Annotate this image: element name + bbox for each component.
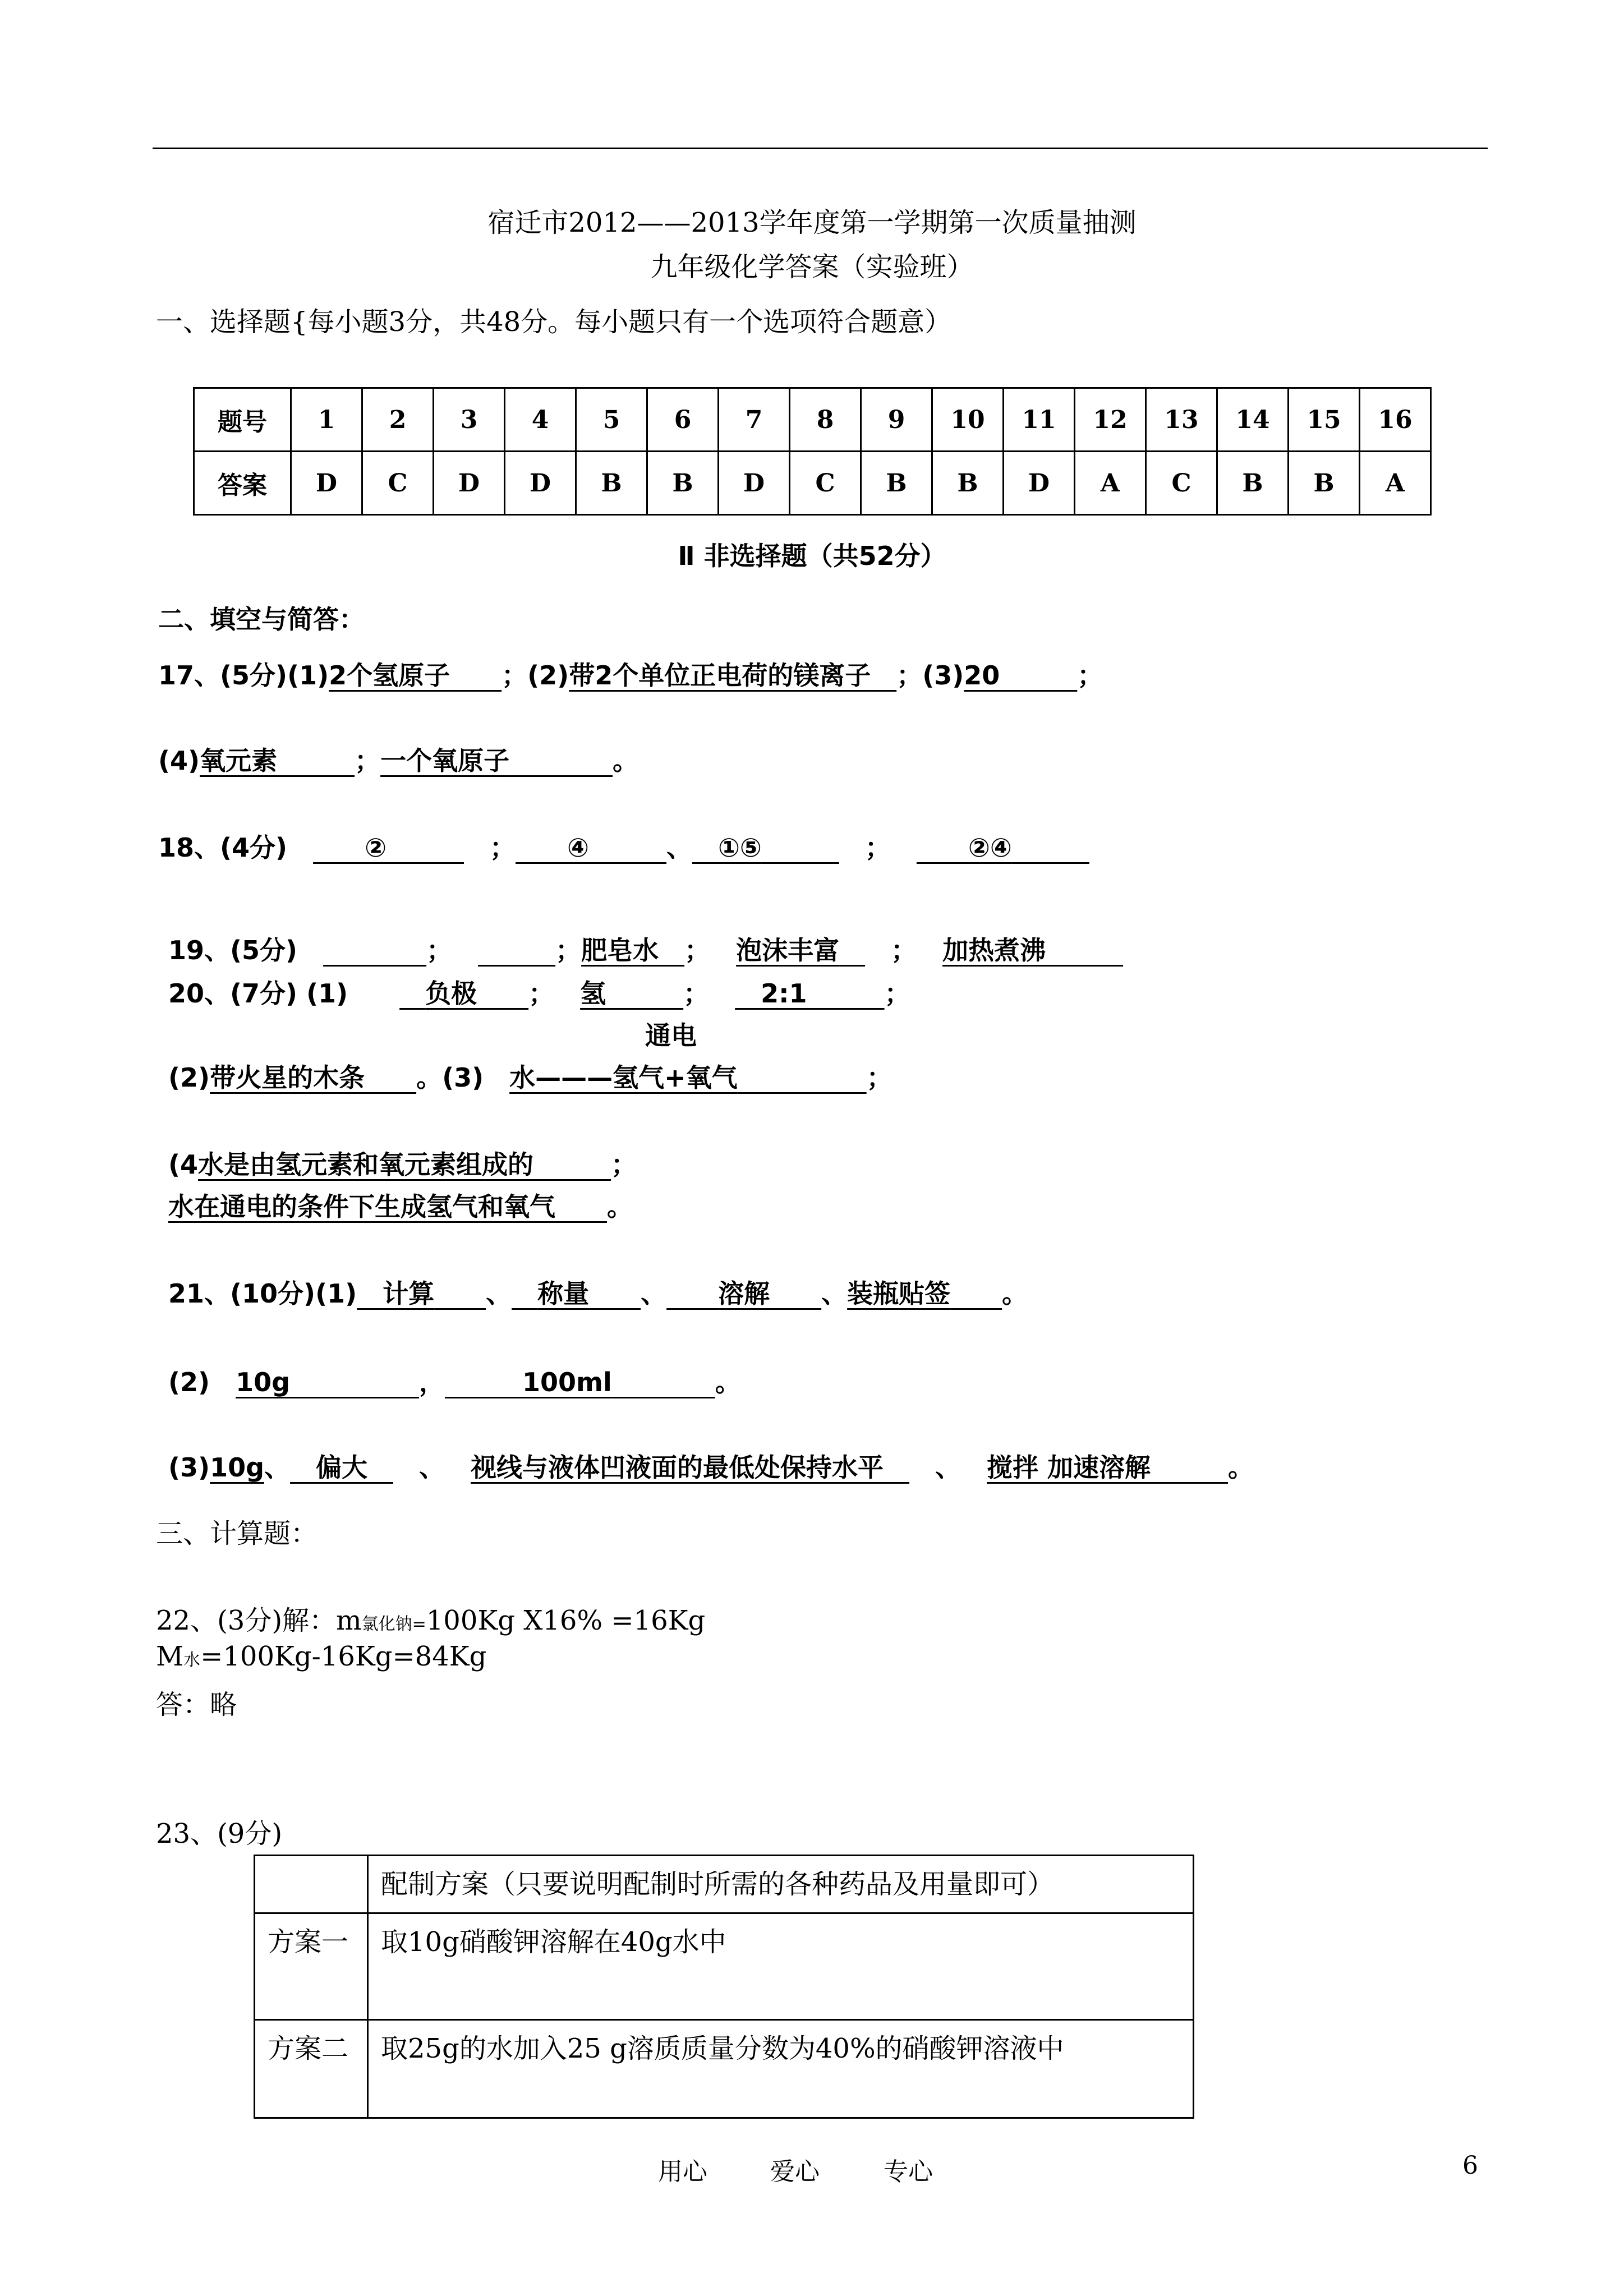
- answer-cell: D: [719, 452, 790, 515]
- answer-table-number-row: [194, 388, 1431, 452]
- q20-line4: [168, 1186, 633, 1223]
- q21-sep8: 、: [419, 1452, 445, 1483]
- q21-answer3: 溶解: [718, 1278, 770, 1309]
- q20-sep3: ；: [884, 978, 910, 1009]
- question-number: 15: [1289, 388, 1360, 452]
- question-number: 16: [1360, 388, 1431, 452]
- row-label-answer: 答案: [194, 452, 291, 515]
- q21-answer2: 称量: [537, 1278, 590, 1309]
- q20-sep6: ；: [611, 1149, 637, 1180]
- answer-cell: A: [1075, 452, 1146, 515]
- answer-cell: C: [790, 452, 861, 515]
- plan-row-label: 方案二: [255, 2020, 368, 2118]
- q21-answer9: 视线与液体凹液面的最低处保持水平: [471, 1452, 884, 1483]
- q20-answer1: 负极: [425, 978, 477, 1009]
- question-number: 11: [1004, 388, 1075, 452]
- q20-sep1: ；: [528, 978, 555, 1009]
- q17-line2: [158, 740, 638, 777]
- answer-cell: B: [1217, 452, 1289, 515]
- q21-answer1: 计算: [383, 1278, 435, 1309]
- q22-answer: 答：略: [156, 1689, 237, 1720]
- q20-part2: (2): [168, 1062, 210, 1093]
- q20-answer3: 2:1: [761, 978, 807, 1009]
- answer-cell: B: [647, 452, 719, 515]
- q18-sep3: ；: [864, 832, 891, 863]
- section3-heading: 三、计算题：: [156, 1518, 318, 1549]
- q17-answer3: 20: [964, 660, 1000, 691]
- answer-table: [193, 387, 1432, 516]
- q20-sep7: 。: [607, 1191, 633, 1222]
- q17-line1: [158, 655, 1103, 692]
- q23-heading: 23、(9分): [156, 1818, 283, 1849]
- q19-line: [168, 930, 1123, 967]
- q21-sep9: 、: [935, 1452, 961, 1483]
- q21-sep2: 、: [641, 1278, 667, 1309]
- q18-answer1: ②: [365, 832, 387, 863]
- q21-sep5: ，: [419, 1367, 445, 1397]
- q22-subscript: 氯化钠=: [361, 1614, 426, 1634]
- section1-heading: 一、选择题{每小题3分，共48分。每小题只有一个选项符合题意）: [156, 306, 952, 338]
- document-subtitle: 九年级化学答案（实验班）: [650, 251, 974, 283]
- answer-cell: C: [362, 452, 434, 515]
- question-number: 4: [505, 388, 576, 452]
- q21-sep10: 。: [1228, 1452, 1254, 1483]
- q17-part2: ；(2): [502, 660, 569, 691]
- q21-sep7: 、: [264, 1452, 291, 1483]
- q20-line2: [168, 1057, 892, 1094]
- question-number: 3: [434, 388, 505, 452]
- q21-part3: (3): [168, 1452, 210, 1483]
- q19-sep4: ；: [891, 935, 917, 965]
- q17-label: 17、(5分)(1): [158, 660, 329, 691]
- q22-line2-formula: =100Kg-16Kg=84Kg: [200, 1641, 487, 1672]
- footer-slogan-1: 用心: [658, 2157, 707, 2186]
- footer-slogan-2: 爱心: [770, 2157, 820, 2186]
- q21-answer10: 搅拌 加速溶解: [987, 1452, 1151, 1483]
- q17-separator: ；: [355, 746, 381, 776]
- q20-answer2: 氢: [580, 978, 606, 1009]
- q18-label: 18、(4分): [158, 832, 288, 863]
- q21-sep6: 。: [715, 1367, 741, 1397]
- q18-sep1: ；: [490, 832, 516, 863]
- q20-label: 20、(7分) (1): [168, 978, 348, 1009]
- question-number: 14: [1217, 388, 1289, 452]
- question-number: 1: [291, 388, 362, 452]
- plan-row: [255, 1913, 1194, 2020]
- plan-header: 配制方案（只要说明配制时所需的各种药品及用量即可）: [368, 1856, 1194, 1913]
- question-number: 2: [362, 388, 434, 452]
- plan-row-label: 方案一: [255, 1913, 368, 2020]
- q17-end2: 。: [613, 746, 639, 776]
- q18-answer3: ①⑤: [717, 832, 762, 863]
- question-number: 5: [576, 388, 647, 452]
- q19-sep1: ；: [426, 935, 453, 965]
- q19-sep3: ；: [684, 935, 711, 965]
- question-number: 13: [1146, 388, 1217, 452]
- question-number: 9: [861, 388, 932, 452]
- answer-cell: D: [291, 452, 362, 515]
- q21-answer5: 10g: [236, 1367, 291, 1397]
- q21-part2: (2): [168, 1367, 210, 1397]
- q22-formula: 100Kg X16% =16Kg: [426, 1605, 706, 1636]
- q20-answer6: 水是由氢元素和氧元素组成的: [198, 1149, 534, 1180]
- answer-cell: D: [434, 452, 505, 515]
- q20-answer7: 水在通电的条件下生成氢气和氧气: [168, 1191, 555, 1222]
- plan-header-empty: [255, 1856, 368, 1913]
- plan-row-text: 取10g硝酸钾溶解在40g水中: [368, 1913, 1194, 2020]
- q22-line2: [156, 1641, 486, 1672]
- q19-answer4: 泡沫丰富: [736, 935, 840, 965]
- q21-answer6: 100ml: [522, 1367, 612, 1397]
- section2-heading: 二、填空与简答：: [158, 604, 365, 634]
- q17-answer5: 一个氧原子: [380, 746, 510, 776]
- answer-cell: B: [861, 452, 932, 515]
- q20-answer5: 水———氢气+氧气: [509, 1062, 738, 1093]
- q21-answer4: 装瓶贴签: [847, 1278, 951, 1309]
- q21-answer7: 10g: [210, 1452, 265, 1483]
- q17-part4: (4): [158, 746, 200, 776]
- q20-condition: 通电: [645, 1020, 697, 1051]
- q17-answer4: 氧元素: [200, 746, 278, 776]
- question-number: 7: [719, 388, 790, 452]
- plan-row: [255, 2020, 1194, 2118]
- answer-table-answer-row: [194, 452, 1431, 515]
- q22-line1: [156, 1599, 705, 1637]
- part2-title: Ⅱ 非选择题（共52分）: [678, 541, 946, 571]
- q21-line2: [168, 1362, 741, 1399]
- answer-cell: D: [505, 452, 576, 515]
- q22-prefix: 22、(3分)解：m: [156, 1605, 362, 1636]
- q21-label: 21、(10分)(1): [168, 1278, 357, 1309]
- q18-sep2: 、: [666, 832, 692, 863]
- plan-row-text: 取25g的水加入25 g溶质质量分数为40%的硝酸钾溶液中: [368, 2020, 1194, 2118]
- q21-sep3: 、: [821, 1278, 848, 1309]
- q19-answer3: 肥皂水: [581, 935, 659, 965]
- answer-cell: B: [576, 452, 647, 515]
- row-label-number: 题号: [194, 388, 291, 452]
- q20-part4: (4: [168, 1149, 199, 1180]
- q18-answer4: ②④: [968, 832, 1012, 863]
- q20-answer4: 带火星的木条: [210, 1062, 365, 1093]
- q22-line2-prefix: M: [156, 1641, 184, 1672]
- q18-line: [158, 827, 1089, 864]
- answer-cell: D: [1004, 452, 1075, 515]
- page-number: 6: [1462, 2151, 1478, 2180]
- question-number: 6: [647, 388, 719, 452]
- document-title: 宿迁市2012——2013学年度第一学期第一次质量抽测: [487, 207, 1137, 238]
- q21-sep4: 。: [1002, 1278, 1028, 1309]
- q21-answer8: 偏大: [316, 1452, 368, 1483]
- q20-part3: 。(3): [416, 1062, 484, 1093]
- q17-end: ；: [1077, 660, 1103, 691]
- q20-sep5: ；: [866, 1062, 892, 1093]
- plan-header-row: [255, 1856, 1194, 1913]
- q19-answer5: 加热煮沸: [942, 935, 1046, 965]
- answer-cell: C: [1146, 452, 1217, 515]
- q22-line2-subscript: 水: [183, 1650, 201, 1670]
- question-number: 12: [1075, 388, 1146, 452]
- q20-sep2: ；: [683, 978, 710, 1009]
- question-number: 10: [932, 388, 1004, 452]
- q17-answer1: 2个氢原子: [329, 660, 450, 691]
- q20-line3: [168, 1144, 637, 1181]
- q18-answer2: ④: [567, 832, 589, 863]
- header-rule: [153, 148, 1488, 149]
- question-number: 8: [790, 388, 861, 452]
- q19-sep2: ；: [555, 935, 582, 965]
- q17-part3: ；(3): [896, 660, 964, 691]
- q17-answer2: 带2个单位正电荷的镁离子: [569, 660, 871, 691]
- q21-line3: [168, 1447, 1254, 1484]
- answer-cell: B: [1289, 452, 1360, 515]
- q19-label: 19、(5分): [168, 935, 298, 965]
- answer-cell: A: [1360, 452, 1431, 515]
- q21-line1: [168, 1273, 1028, 1310]
- answer-cell: B: [932, 452, 1004, 515]
- q23-plan-table: [254, 1855, 1194, 2119]
- q21-sep1: 、: [486, 1278, 512, 1309]
- q20-line1: [168, 973, 910, 1010]
- footer-slogan-3: 专心: [884, 2157, 933, 2186]
